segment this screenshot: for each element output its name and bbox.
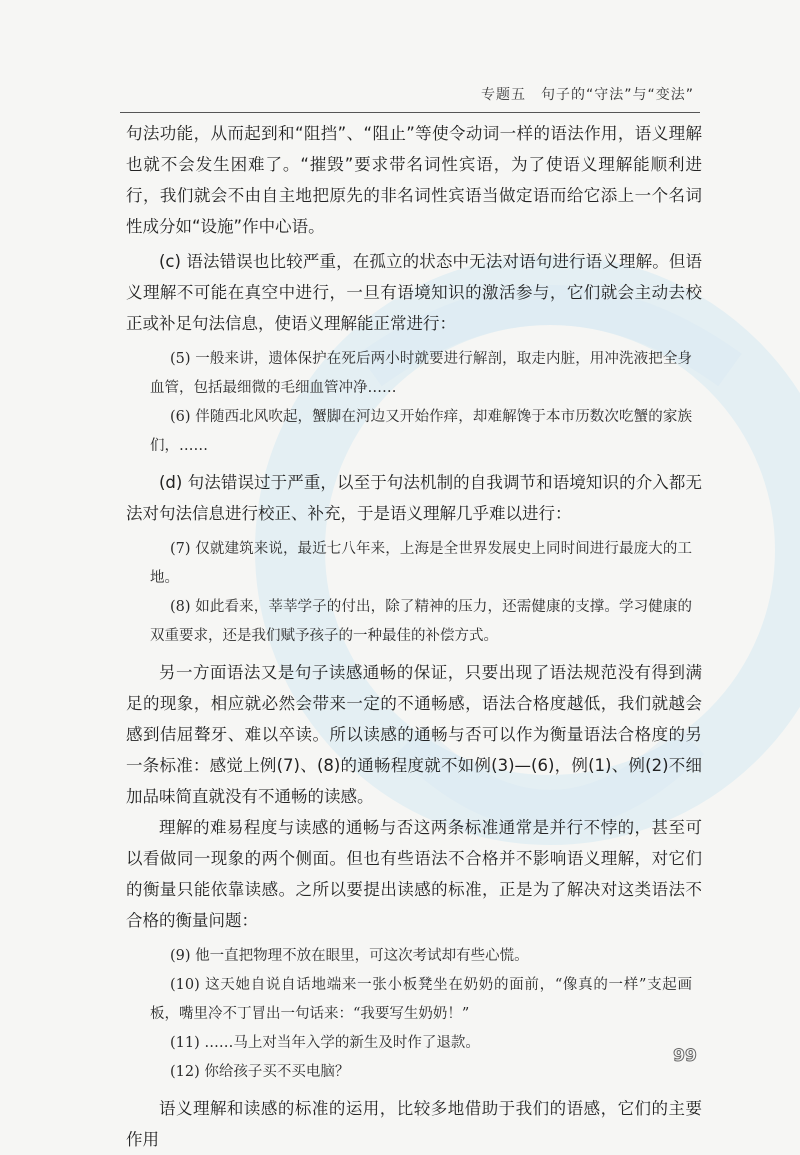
- paragraph: (d) 句法错误过于严重，以至于句法机制的自我调节和语境知识的介入都无法对句法信息进行校正、补充，于是语义理解几乎难以进行：: [126, 473, 702, 523]
- paragraph: 语义理解和读感的标准的运用，比较多地借助于我们的语感，它们的主要作用: [126, 1099, 702, 1149]
- example-group: [126, 345, 702, 461]
- page-body: [126, 118, 702, 1155]
- example-sentence: (10) 这天她自说自话地端来一张小板凳坐在奶奶的面前，“像真的一样”支起画板，嘴里冷不丁冒出一句话来：“我要写生奶奶！”: [150, 977, 692, 1022]
- example-sentence: (12) 你给孩子买不买电脑？: [170, 1064, 350, 1080]
- example-group: [126, 942, 702, 1087]
- example-sentence: (5) 一般来讲，遗体保护在死后两小时就要进行解剖，取走内脏，用冲洗液把全身血管，包括最细微的毛细血管冲净……: [150, 351, 692, 396]
- page-number: 99: [673, 1046, 697, 1066]
- example-sentence: (8) 如此看来，莘莘学子的付出，除了精神的压力，还需健康的支撑。学习健康的双重要求，还是我们赋予孩子的一种最佳的补偿方式。: [150, 599, 692, 644]
- example-sentence: (11) ……马上对当年入学的新生及时作了退款。: [170, 1035, 480, 1051]
- paragraph: (c) 语法错误也比较严重，在孤立的状态中无法对语句进行语义理解。但语义理解不可能在真空中进行，一旦有语境知识的激活参与，它们就会主动去校正或补足句法信息，使语义理解能正常进行：: [126, 252, 702, 333]
- header-divider: [120, 112, 700, 113]
- example-sentence: (9) 他一直把物理不放在眼里，可这次考试却有些心慌。: [170, 948, 529, 964]
- example-sentence: (7) 仅就建筑来说，最近七八年来，上海是全世界发展史上同时间进行最庞大的工地。: [150, 541, 692, 586]
- running-header: 专题五 句子的“守法”与“变法”: [480, 87, 694, 103]
- paragraph: 理解的难易程度与读感的通畅与否这两条标准通常是并行不悖的，甚至可以看做同一现象的两个侧面。但也有些语法不合格并不影响语义理解，对它们的衡量只能依靠读感。之所以要提出读感的标准，正是为了解决对这类语法不合格的衡量问题：: [126, 818, 702, 930]
- paragraph: 另一方面语法又是句子读感通畅的保证，只要出现了语法规范没有得到满足的现象，相应就必然会带来一定的不通畅感，语法合格度越低，我们就越会感到佶屈聱牙、难以卒读。所以读感的通畅与否可以作为衡量语法合格度的另一条标准：感觉上例(7)、(8)的通畅程度就不如例(3)—(6)，例(1)、例(2)不细加品味简直就没有不通畅的读感。: [126, 663, 702, 806]
- paragraph: 句法功能，从而起到和“阻挡”、“阻止”等使令动词一样的语法作用，语义理解也就不会发生困难了。“摧毁”要求带名词性宾语，为了使语义理解能顺利进行，我们就会不由自主地把原先的非名词性宾语当做定语而给它添上一个名词性成分如“设施”作中心语。: [126, 124, 702, 236]
- example-sentence: (6) 伴随西北风吹起，蟹脚在河边又开始作痒，却难解馋于本市历数次吃蟹的家族们，……: [150, 409, 692, 454]
- example-group: [126, 535, 702, 651]
